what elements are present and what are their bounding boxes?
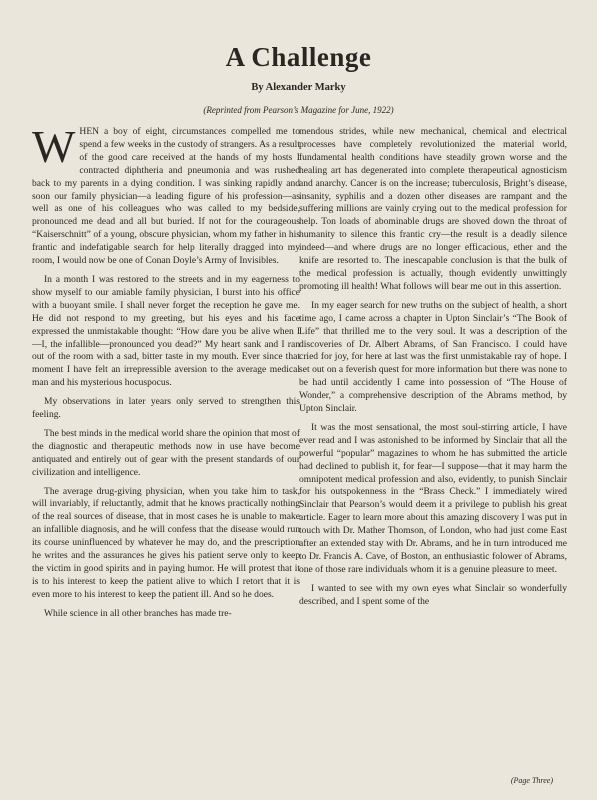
paragraph-text: HEN a boy of eight, circumstances compelled me to spend a few weeks in the custody of strangers. As a result of the good care received at the hands of my hosts I contracted diphtheria and pneumonia and was rushed back to my parents in a dying condition. I was sinking rapidly and soon our family physician—a leading figure of his profession—as well as one of his colleagues who was called to my bedside, pronounced me dead and all but buried. If not for the courageous “Kaiserschnitt” of a young, obscure physician, whom my father in his frantic and indefatigable search for help literally dragged into my room, I would now be one of Conan Doyle’s Army of Invisibles. — [32, 126, 300, 267]
right-column — [299, 126, 567, 615]
paragraph: In my eager search for new truths on the subject of health, a short time ago, I came across a chapter in Upton Sinclair’s “The Book of Life” that thrilled me to the very soul. It was a description of the discoveries of Dr. Albert Abrams, of San Francisco. I could have cried for joy, for here at last was the first unmistakable ray of hope. I set out on a feverish quest for more information but there was none to be had until accidently I came into possession of “The House of Wonder,” a comprehensive description of the Abrams method, by Upton Sinclair. — [299, 299, 567, 415]
left-column — [32, 121, 300, 627]
paragraph: In a month I was restored to the streets and in my eagerness to show myself to our amiable family physician, I burst into his office with a buoyant smile. I shall never forget the reception he gave me. He did not respond to my greeting, but his eyes and his face expressed the unmistakable thought: “How dare you be alive when I—I, the infallible—pronounced you dead?” My heart sank and I ran out of the room with a sad, bitter taste in my mouth. Ever since that moment I have felt an irrepressible aversion to the average medical man and his mysterious hocuspocus. — [32, 273, 300, 389]
article-title: A Challenge — [225, 42, 372, 72]
paragraph: While science in all other branches has made tre- — [44, 607, 232, 619]
paragraph: It was the most sensational, the most soul-stirring article, I have ever read and I was astonished to be informed by Sinclair that all the powerful “popular” magazines to whom he has submitted the article had declined to publish it, for fear—I suppose—that it may harm the omnipotent medical profession and also, evidently, to punish Sinclair for his outspokenness in the “Brass Check.” I immediately wired Sinclair that Pearson’s would deem it a privilege to publish his great article. Eager to learn more about this amazing discovery I was put in touch with Dr. Mather Thomson, of London, who had just come East after an extended stay with Dr. Abrams, and he in turn introduced me to Dr. Francis A. Cave, of Boston, an enthusiastic folower of Abrams, one of those rare individuals whom it is a genuine pleasure to meet. — [299, 421, 567, 575]
reprint-note: (Reprinted from Pearson’s Magazine for June, 1922) — [203, 105, 394, 115]
byline: By Alexander Marky — [251, 82, 346, 93]
paragraph: The average drug-giving physician, when you take him to task, will invariably, if reluctantly, admit that he knows practically nothing of the real sources of disease, that in most cases he is unable to make an infallible diagnosis, and he will confess that the disease would run its course uninfluenced by whatever he may do, and the prescription he writes and the assurances he gives his patient serve only to keep the victim in good spirits and in paying humor. He will protest that it is to his interest to keep the patient alive to which I retort that it is even more to his interest to keep the patient ill. And so he does. — [32, 485, 300, 600]
drop-cap: W — [32, 121, 76, 172]
paragraph: My observations in later years only served to strengthen this feeling. — [32, 396, 300, 421]
paragraph — [32, 121, 300, 268]
page-number: (Page Three) — [510, 776, 553, 785]
paragraph: The best minds in the medical world share the opinion that most of the diagnostic and therapeutic methods now in use have become antiquated and entirely out of gear with the present standards of our civilization and intelligence. — [32, 427, 300, 478]
paragraph: mendous strides, while new mechanical, chemical and electrical processes have completely revolutionized the material world, fundamental health conditions have steadily grown worse and the healing art has degenerated into complete therapeutical agnosticism and anarchy. Cancer is on the increase; tuberculosis, Bright’s disease, insanity, syphilis and a dozen other diseases are rampant and the suffering millions are vainly crying out to the medical profession for help. Ton loads of abominable drugs are shoved down the throat of humanity to silence this frantic cry—the result is a deadly silence indeed—and where drugs are no longer efficacious, ether and the knife are resorted to. The inescapable conclusion is that the bulk of the medical profession is actually, though evidently unwittingly promoting ill health! What follows will bear me out in this assertion. — [299, 126, 567, 292]
paragraph: I wanted to see with my own eyes what Sinclair so wonderfully described, and I spent some of the — [299, 582, 567, 607]
